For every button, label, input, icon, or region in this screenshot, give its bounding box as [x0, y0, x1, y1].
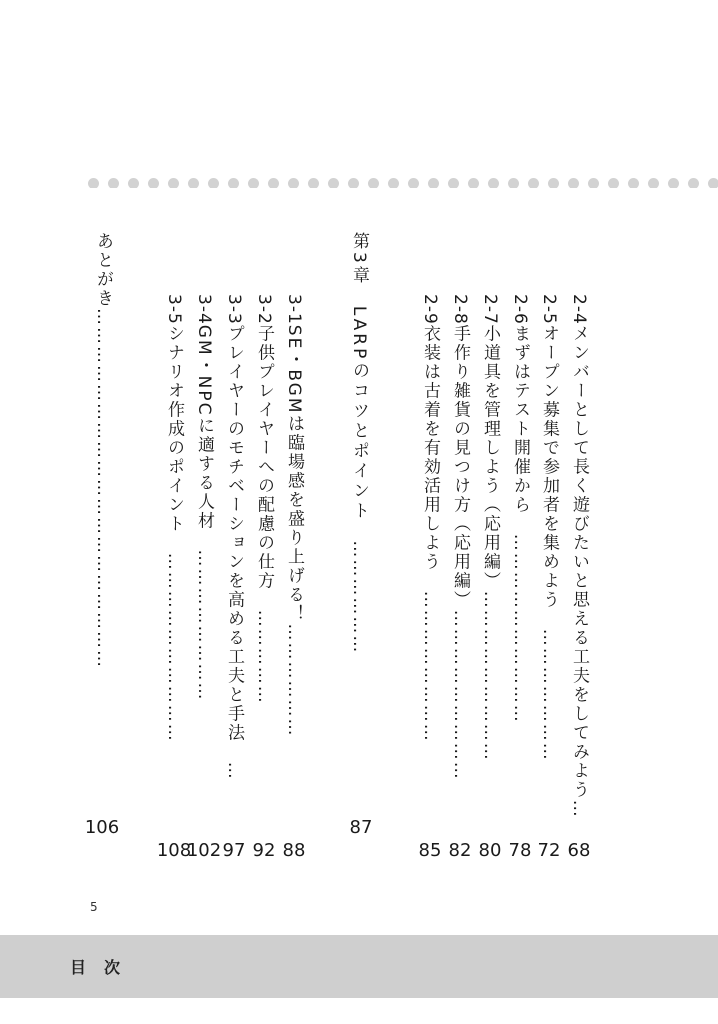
section-number: 3-3: [224, 294, 244, 325]
toc-entry-2-4: 2-4メンバーとして長く遊びたいと思える工夫をしてみよう…: [566, 232, 592, 822]
page-number: 5: [90, 900, 98, 914]
section-title: シナリオ作成のポイント: [164, 324, 184, 534]
section-title: 小道具を管理しよう（応用編）: [480, 324, 500, 591]
section-number: 2-5: [539, 294, 559, 325]
divider-dot: [108, 178, 119, 188]
toc-entry-2-7: 2-7小道具を管理しよう（応用編）………………………: [477, 232, 503, 822]
divider-dot: [128, 178, 139, 188]
toc-entry-3-2: 3-2子供プレイヤーへの配慮の仕方 ……………: [251, 232, 277, 822]
page-ref: 97: [222, 840, 246, 861]
toc-entry-2-6: 2-6まずはテスト開催から …………………………: [507, 232, 533, 822]
divider-dot: [548, 178, 559, 188]
divider-dot: [348, 178, 359, 188]
divider-dot: [708, 178, 718, 188]
divider-dot: [628, 178, 639, 188]
divider-dot: [468, 178, 479, 188]
afterword-entry: あとがき…………………………………………………: [93, 232, 113, 669]
section-number: 3-2: [254, 294, 274, 325]
footer-label: 目次: [70, 958, 139, 977]
section-title: 子供プレイヤーへの配慮の仕方: [254, 324, 274, 591]
divider-dot: [568, 178, 579, 188]
afterword-title: あとがき: [93, 232, 113, 308]
divider-dot: [448, 178, 459, 188]
divider-dot: [508, 178, 519, 188]
page-ref: 72: [537, 840, 561, 861]
page-ref-chapter: 87: [349, 817, 373, 838]
divider-dot: [488, 178, 499, 188]
divider-dot: [208, 178, 219, 188]
page-ref: 108: [156, 840, 192, 861]
toc-entry-2-8: 2-8手作り雑貨の見つけ方（応用編）………………………: [447, 232, 473, 822]
divider-dot: [328, 178, 339, 188]
chapter-3-heading: 第3章 LARPのコツとポイント ………………: [349, 232, 369, 655]
divider-dot: [268, 178, 279, 188]
section-number: 3-4: [194, 294, 214, 325]
divider-dot: [368, 178, 379, 188]
section-title: GM・NPCに適する人材: [194, 324, 214, 531]
page-ref: 102: [186, 840, 222, 861]
divider-dot: [388, 178, 399, 188]
section-title: SE・BGMは臨場感を盛り上げる！: [284, 324, 304, 624]
page-ref-afterword: 106: [84, 817, 120, 838]
divider-dot: [428, 178, 439, 188]
page-ref: 82: [448, 840, 472, 861]
section-number: 3-1: [284, 294, 304, 325]
divider-dot: [148, 178, 159, 188]
toc-entry-2-9: 2-9衣装は古着を有効活用しよう ……………………: [417, 232, 443, 822]
section-title: オープン募集で参加者を集めよう: [539, 324, 559, 610]
divider-dot: [608, 178, 619, 188]
section-number: 2-4: [569, 294, 589, 325]
section-number: 3-5: [164, 294, 184, 325]
footer-bar: [0, 935, 718, 998]
divider-dot: [88, 178, 99, 188]
section-title: まずはテスト開催から: [510, 324, 530, 515]
page-ref: 68: [567, 840, 591, 861]
divider-dot: [168, 178, 179, 188]
page-ref: 78: [508, 840, 532, 861]
divider-dot: [288, 178, 299, 188]
divider-dot: [668, 178, 679, 188]
section-number: 2-7: [480, 294, 500, 325]
section-title: プレイヤーのモチベーションを高める工夫と手法: [224, 324, 244, 743]
page-ref: 80: [478, 840, 502, 861]
section-title: 衣装は古着を有効活用しよう: [420, 324, 440, 572]
divider-dot: [688, 178, 699, 188]
divider-dot: [408, 178, 419, 188]
dotted-divider: [88, 174, 718, 188]
divider-dot: [188, 178, 199, 188]
toc-entry-3-3: 3-3プレイヤーのモチベーションを高める工夫と手法 …: [221, 232, 247, 822]
section-number: 2-6: [510, 294, 530, 325]
chapter-title: 第3章 LARPのコツとポイント: [349, 232, 369, 522]
divider-dot: [588, 178, 599, 188]
divider-dot: [228, 178, 239, 188]
divider-dot: [528, 178, 539, 188]
page-ref: 92: [252, 840, 276, 861]
page-ref: 85: [418, 840, 442, 861]
divider-dot: [308, 178, 319, 188]
page-ref: 88: [282, 840, 306, 861]
section-title: メンバーとして長く遊びたいと思える工夫をしてみよう: [569, 324, 589, 800]
divider-dot: [248, 178, 259, 188]
toc-entry-3-4: 3-4GM・NPCに適する人材 ……………………: [191, 232, 217, 822]
toc-entry-3-5: 3-5シナリオ作成のポイント …………………………: [161, 232, 187, 822]
section-number: 2-8: [450, 294, 470, 325]
toc-entry-3-1: 3-1SE・BGMは臨場感を盛り上げる！………………: [281, 232, 307, 822]
toc-entry-2-5: 2-5オープン募集で参加者を集めよう …………………: [536, 232, 562, 822]
divider-dot: [648, 178, 659, 188]
section-title: 手作り雑貨の見つけ方（応用編）: [450, 324, 470, 610]
section-number: 2-9: [420, 294, 440, 325]
